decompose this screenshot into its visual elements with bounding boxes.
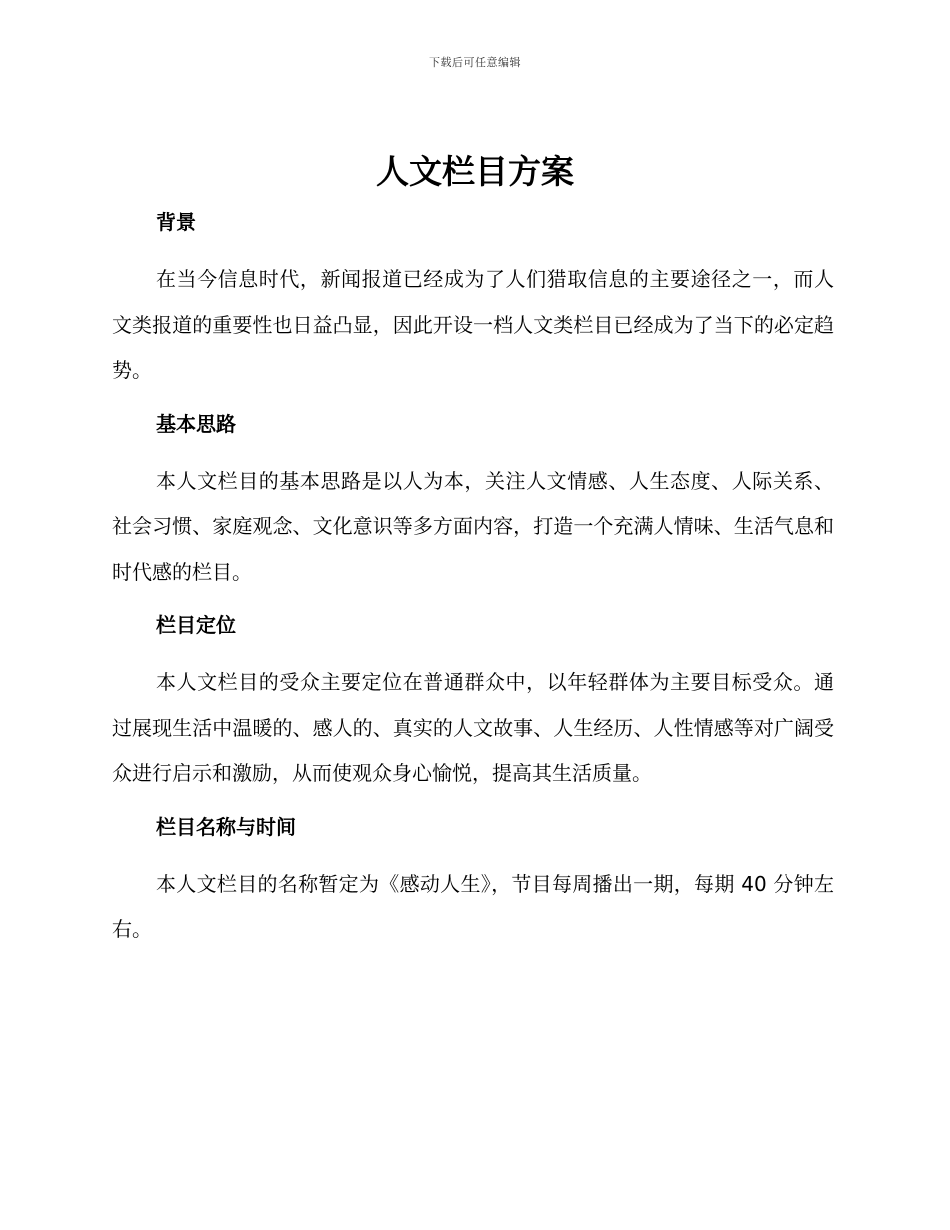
section-heading: 背景 bbox=[156, 210, 196, 234]
header-note: 下载后可任意编辑 bbox=[429, 56, 521, 69]
section-paragraph: 本人文栏目的受众主要定位在普通群众中，以年轻群体为主要目标受众。通过展现生活中温暖的、感人的、真实的人文故事、人生经历、人性情感等对广阔受众进行启示和激励，从而使观众身心愉悦，提高其生活质量。 bbox=[112, 670, 834, 785]
section-basic-idea bbox=[112, 406, 834, 608]
section-heading: 栏目定位 bbox=[156, 613, 236, 637]
section-paragraph: 本人文栏目的基本思路是以人为本，关注人文情感、人生态度、人际关系、社会习惯、家庭观念、文化意识等多方面内容，打造一个充满人情味、生活气息和时代感的栏目。 bbox=[112, 468, 834, 584]
document-content bbox=[112, 204, 834, 953]
section-background bbox=[112, 204, 834, 406]
document-title: 人文栏目方案 bbox=[376, 152, 574, 191]
section-heading: 基本思路 bbox=[156, 411, 236, 436]
section-heading: 栏目名称与时间 bbox=[156, 814, 296, 839]
section-paragraph: 本人文栏目的名称暂定为《感动人生》，节目每周播出一期，每期 40 分钟左右。 bbox=[112, 871, 834, 941]
section-positioning bbox=[112, 607, 834, 809]
section-paragraph: 在当今信息时代，新闻报道已经成为了人们猎取信息的主要途径之一，而人文类报道的重要性也日益凸显，因此开设一档人文类栏目已经成为了当下的必定趋势。 bbox=[112, 267, 834, 382]
section-name-and-time bbox=[112, 809, 834, 953]
